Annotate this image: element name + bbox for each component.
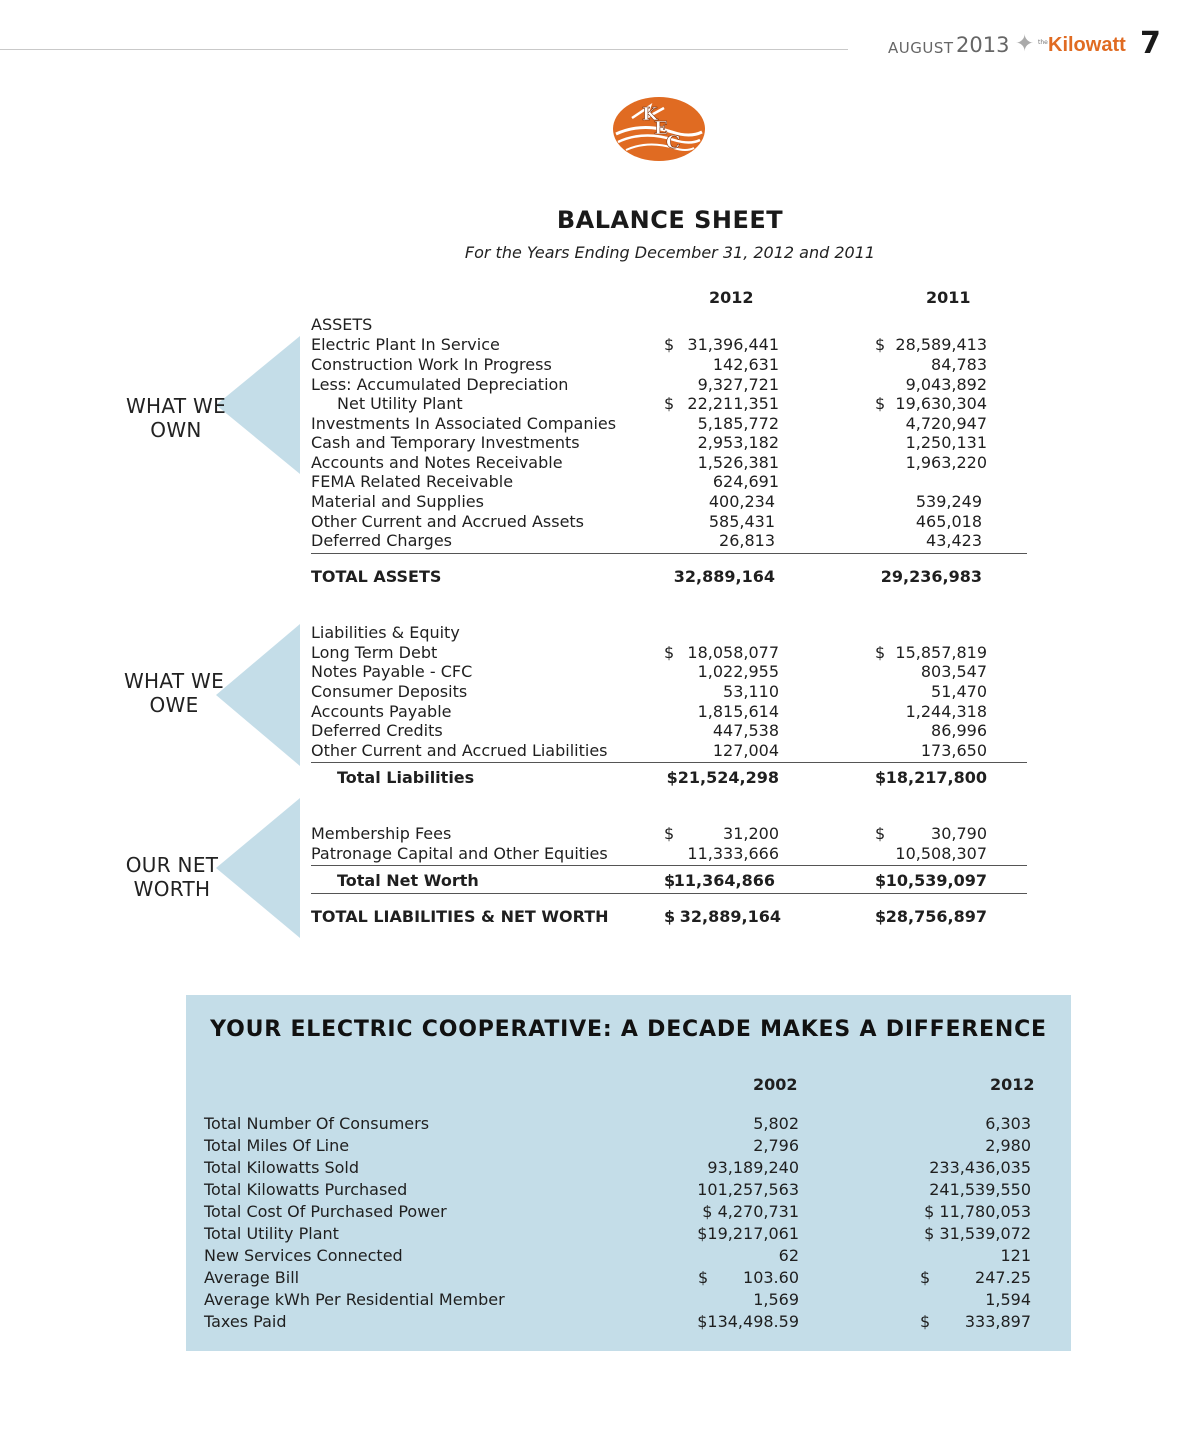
value-2012: 2,980 <box>985 1136 1031 1155</box>
row-label: Total Kilowatts Sold <box>204 1158 360 1177</box>
value-2011: 19,630,304 <box>895 394 987 413</box>
table-row <box>311 512 1027 532</box>
total-liabilities-label: Total Liabilities <box>337 768 475 787</box>
value-2011: 51,470 <box>931 682 987 701</box>
list-item <box>204 1223 1049 1245</box>
page-number: 7 <box>1140 26 1161 61</box>
divider <box>311 865 1027 866</box>
table-row <box>311 492 1027 512</box>
table-row <box>311 662 1027 682</box>
header-month: AUGUST <box>888 39 954 57</box>
dollar-sign: $ <box>920 1312 931 1331</box>
assets-heading-row <box>311 315 1027 335</box>
value-2012: 22,211,351 <box>687 394 779 413</box>
grand-total-label: TOTAL LIABILITIES & NET WORTH <box>311 907 609 926</box>
total-liabilities-2011: 18,217,800 <box>885 768 987 787</box>
row-label: Electric Plant In Service <box>311 335 500 354</box>
value-2012: 241,539,550 <box>929 1180 1031 1199</box>
list-item <box>204 1135 1049 1157</box>
value-2012: 233,436,035 <box>929 1158 1031 1177</box>
liabilities-heading-row <box>311 623 1027 643</box>
row-label: Membership Fees <box>311 824 452 843</box>
value-2012: 585,431 <box>708 512 775 531</box>
dollar-sign: $ <box>664 643 675 662</box>
row-label: Deferred Credits <box>311 721 443 740</box>
row-label: Taxes Paid <box>204 1312 287 1331</box>
list-item <box>204 1311 1049 1333</box>
dollar-sign: $ <box>875 394 886 413</box>
value-2011: 43,423 <box>926 531 982 550</box>
table-row <box>311 414 1027 434</box>
row-label: New Services Connected <box>204 1246 403 1265</box>
value-2011: 803,547 <box>920 662 987 681</box>
row-label: Notes Payable - CFC <box>311 662 473 681</box>
year-2002-header: 2002 <box>753 1075 798 1094</box>
table-row <box>311 721 1027 741</box>
value-2012: 31,200 <box>723 824 779 843</box>
side-label-owe-line2: OWE <box>149 693 199 717</box>
value-2012: 11,333,666 <box>687 844 779 863</box>
list-item <box>204 1289 1049 1311</box>
table-row <box>311 741 1027 761</box>
table-row <box>311 433 1027 453</box>
dollar-sign: $ <box>875 907 887 926</box>
value-2011: 86,996 <box>931 721 987 740</box>
row-label: Consumer Deposits <box>311 682 468 701</box>
list-item <box>204 1113 1049 1135</box>
value-2012: 31,396,441 <box>687 335 779 354</box>
total-liabilities-2012: $21,524,298 <box>666 768 779 787</box>
decade-comparison-box <box>186 995 1071 1351</box>
value-2011: 28,589,413 <box>895 335 987 354</box>
value-2002: 103.60 <box>743 1268 799 1287</box>
dollar-sign: $ <box>698 1268 709 1287</box>
row-label: Average Bill <box>204 1268 300 1287</box>
dollar-sign: $ <box>664 394 675 413</box>
total-assets-row <box>311 567 1027 587</box>
value-2002: $134,498.59 <box>697 1312 799 1331</box>
table-row <box>311 335 1027 355</box>
total-liabilities-row <box>311 768 1027 788</box>
total-assets-label: TOTAL ASSETS <box>311 567 442 586</box>
value-2002: 1,569 <box>753 1290 799 1309</box>
row-label: Other Current and Accrued Liabilities <box>311 741 608 760</box>
table-row <box>311 472 1027 492</box>
total-assets-2011: 29,236,983 <box>880 567 982 586</box>
year-2012-header: 2012 <box>990 1075 1035 1094</box>
logo-letter-e: E <box>654 118 668 139</box>
value-2011: 30,790 <box>931 824 987 843</box>
dollar-sign: $ <box>875 768 887 787</box>
header-brand: Kilowatt <box>1048 34 1126 56</box>
dollar-sign: $ <box>875 824 886 843</box>
value-2012: 1,022,955 <box>697 662 779 681</box>
value-2012: 1,526,381 <box>697 453 779 472</box>
side-label-worth-line2: WORTH <box>133 877 211 901</box>
row-label: Accounts Payable <box>311 702 452 721</box>
row-label: Patronage Capital and Other Equities <box>311 844 608 863</box>
value-2012: 9,327,721 <box>697 375 779 394</box>
assets-heading: ASSETS <box>311 315 373 334</box>
grand-total-row <box>311 907 1027 927</box>
value-2002: 101,257,563 <box>697 1180 799 1199</box>
star-icon: ✦ <box>1015 31 1035 57</box>
value-2012: $ 31,539,072 <box>924 1224 1031 1243</box>
grand-total-2011: 28,756,897 <box>885 907 987 926</box>
value-2002: 5,802 <box>753 1114 799 1133</box>
value-2012: 121 <box>1000 1246 1031 1265</box>
dollar-sign: $ <box>664 335 675 354</box>
list-item <box>204 1157 1049 1179</box>
side-label-own <box>120 394 232 442</box>
value-2002: $19,217,061 <box>697 1224 799 1243</box>
row-label: Less: Accumulated Depreciation <box>311 375 569 394</box>
divider <box>311 553 1027 554</box>
table-row <box>311 453 1027 473</box>
table-row <box>311 375 1027 395</box>
value-2012: $ 11,780,053 <box>924 1202 1031 1221</box>
table-row <box>311 394 1027 414</box>
value-2011: 10,508,307 <box>895 844 987 863</box>
value-2012: 26,813 <box>719 531 775 550</box>
row-label: Total Kilowatts Purchased <box>204 1180 408 1199</box>
value-2012: 247.25 <box>975 1268 1031 1287</box>
value-2012: 127,004 <box>712 741 779 760</box>
value-2011: 9,043,892 <box>905 375 987 394</box>
table-row <box>311 682 1027 702</box>
dollar-sign: $ <box>875 335 886 354</box>
list-item <box>204 1201 1049 1223</box>
row-label: Other Current and Accrued Assets <box>311 512 585 531</box>
row-label: FEMA Related Receivable <box>311 472 514 491</box>
value-2012: 447,538 <box>712 721 779 740</box>
value-2012: 18,058,077 <box>687 643 779 662</box>
table-row <box>311 824 1027 844</box>
value-2011: 1,244,318 <box>905 702 987 721</box>
value-2011: 84,783 <box>931 355 987 374</box>
header-year: 2013 <box>956 33 1010 57</box>
table-row <box>311 531 1027 551</box>
year-2011-header: 2011 <box>926 288 971 307</box>
value-2011: 539,249 <box>915 492 982 511</box>
value-2012: 1,815,614 <box>697 702 779 721</box>
value-2011: 1,963,220 <box>905 453 987 472</box>
value-2002: 2,796 <box>753 1136 799 1155</box>
list-item <box>204 1179 1049 1201</box>
page-title: BALANCE SHEET <box>556 206 784 234</box>
decade-title: YOUR ELECTRIC COOPERATIVE: A DECADE MAKES A DIFFERENCE <box>210 1017 1047 1042</box>
value-2011: 173,650 <box>920 741 987 760</box>
side-label-worth <box>116 853 228 901</box>
dollar-sign: $ <box>920 1268 931 1287</box>
list-item <box>204 1245 1049 1267</box>
side-label-owe-line1: WHAT WE <box>123 669 225 693</box>
table-row <box>311 702 1027 722</box>
value-2012: 53,110 <box>723 682 779 701</box>
grand-total-2012: 32,889,164 <box>679 907 781 926</box>
side-label-worth-line1: OUR NET <box>125 853 219 877</box>
side-label-owe <box>118 669 230 717</box>
dollar-sign: $ <box>664 907 676 926</box>
logo-letter-c: C <box>666 132 681 153</box>
total-net-worth-row <box>311 871 1027 891</box>
worth-arrow-icon <box>216 798 300 938</box>
divider <box>311 893 1027 894</box>
kec-logo <box>612 96 706 162</box>
row-label: Total Utility Plant <box>204 1224 339 1243</box>
value-2011: 465,018 <box>915 512 982 531</box>
row-label: Investments In Associated Companies <box>311 414 617 433</box>
value-2012: 142,631 <box>712 355 779 374</box>
total-net-worth-2011: 10,539,097 <box>885 871 987 890</box>
list-item <box>204 1267 1049 1289</box>
value-2002: $ 4,270,731 <box>702 1202 799 1221</box>
row-label: Total Number Of Consumers <box>204 1114 430 1133</box>
row-label: Total Cost Of Purchased Power <box>204 1202 447 1221</box>
value-2012: 400,234 <box>708 492 775 511</box>
value-2012: 624,691 <box>712 472 779 491</box>
dollar-sign: $ <box>664 871 676 890</box>
header-brand-prefix: the <box>1038 39 1048 46</box>
logo-letter-k: K <box>642 104 658 125</box>
value-2012: 333,897 <box>964 1312 1031 1331</box>
value-2012: 6,303 <box>985 1114 1031 1133</box>
page-subtitle: For the Years Ending December 31, 2012 and 2011 <box>464 243 876 262</box>
dollar-sign: $ <box>875 643 886 662</box>
row-label: Accounts and Notes Receivable <box>311 453 563 472</box>
row-label: Long Term Debt <box>311 643 438 662</box>
dollar-sign: $ <box>664 824 675 843</box>
dollar-sign: $ <box>875 871 887 890</box>
value-2011: 15,857,819 <box>895 643 987 662</box>
value-2002: 93,189,240 <box>707 1158 799 1177</box>
table-row <box>311 643 1027 663</box>
side-label-own-line1: WHAT WE <box>125 394 227 418</box>
liabilities-heading: Liabilities & Equity <box>311 623 460 642</box>
side-label-own-line2: OWN <box>150 418 202 442</box>
total-assets-2012: 32,889,164 <box>673 567 775 586</box>
value-2011: 4,720,947 <box>905 414 987 433</box>
value-2011: 1,250,131 <box>905 433 987 452</box>
divider <box>311 762 1027 763</box>
value-2012: 2,953,182 <box>697 433 779 452</box>
total-net-worth-2012: 11,364,866 <box>673 871 775 890</box>
table-row <box>311 355 1027 375</box>
year-2012-header: 2012 <box>709 288 754 307</box>
value-2012: 1,594 <box>985 1290 1031 1309</box>
table-row <box>311 844 1027 864</box>
row-label: Construction Work In Progress <box>311 355 552 374</box>
row-label: Deferred Charges <box>311 531 452 550</box>
row-label: Cash and Temporary Investments <box>311 433 580 452</box>
row-label: Material and Supplies <box>311 492 484 511</box>
row-label: Total Miles Of Line <box>204 1136 350 1155</box>
value-2012: 5,185,772 <box>697 414 779 433</box>
row-label: Net Utility Plant <box>337 394 463 413</box>
total-net-worth-label: Total Net Worth <box>337 871 479 890</box>
header-rule <box>0 49 848 50</box>
row-label: Average kWh Per Residential Member <box>204 1290 505 1309</box>
value-2002: 62 <box>778 1246 799 1265</box>
